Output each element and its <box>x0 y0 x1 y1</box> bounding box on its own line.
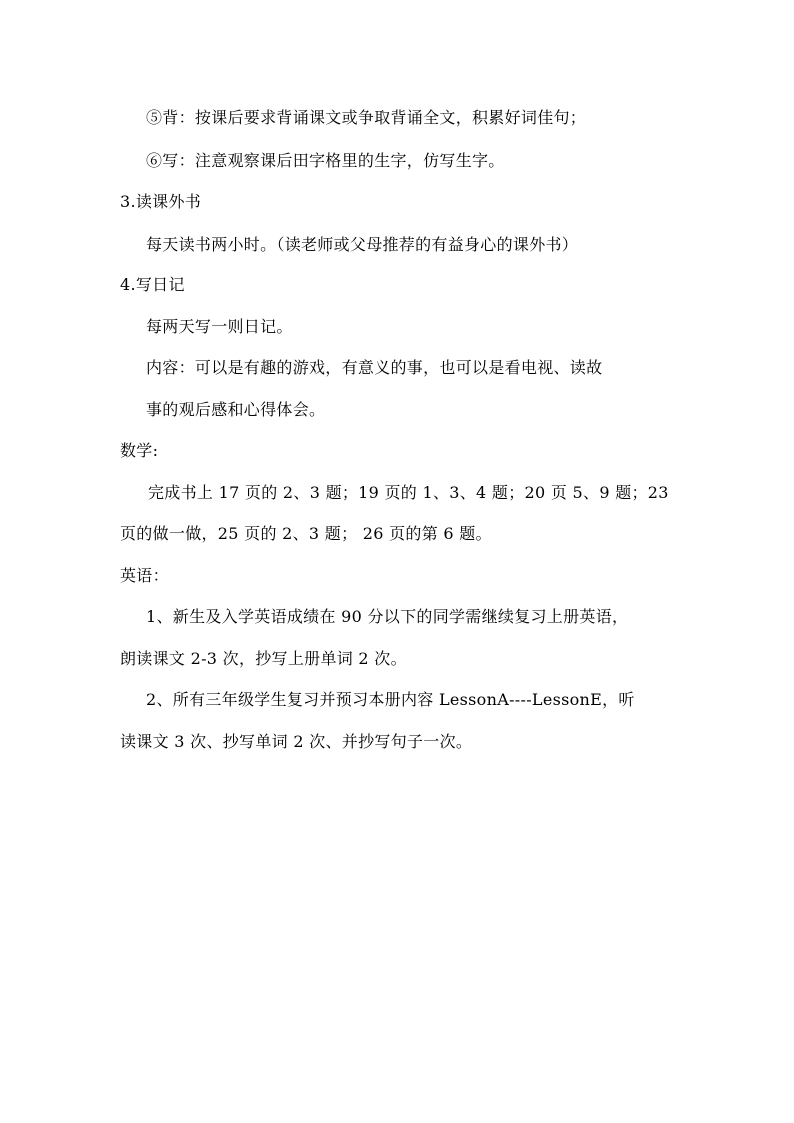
diary-content-line1: 内容：可以是有趣的游戏，有意义的事，也可以是看电视、读故 <box>146 358 603 377</box>
math-heading: 数学: <box>120 441 159 460</box>
math-task-line1: 完成书上 17 页的 2、3 题；19 页的 1、3、4 题；20 页 5、9 题；23 <box>148 483 669 502</box>
diary-content-line2: 事的观后感和心得体会。 <box>146 400 326 419</box>
math-task-line2: 页的做一做，25 页的 2、3 题； 26 页的第 6 题。 <box>120 524 492 543</box>
english-item1-line2: 朗读课文 2-3 次，抄写上册单词 2 次。 <box>120 649 407 668</box>
chinese-write-item: ⑥写：注意观察课后田字格里的生字，仿写生字。 <box>146 151 505 170</box>
diary-heading: 4.写日记 <box>120 275 185 294</box>
english-item2-line1: 2、所有三年级学生复习并预习本册内容 LessonA----LessonE，听 <box>146 690 635 709</box>
english-item2-line2: 读课文 3 次、抄写单词 2 次、并抄写句子一次。 <box>120 732 473 751</box>
diary-frequency: 每两天写一则日记。 <box>146 317 293 336</box>
chinese-recite-item: ⑤背：按课后要求背诵课文或争取背诵全文，积累好词佳句； <box>146 108 587 127</box>
reading-heading: 3.读课外书 <box>120 192 202 211</box>
reading-detail: 每天读书两小时。（读老师或父母推荐的有益身心的课外书） <box>146 235 579 254</box>
english-item1-line1: 1、新生及入学英语成绩在 90 分以下的同学需继续复习上册英语， <box>146 607 629 626</box>
english-heading: 英语： <box>120 566 169 585</box>
